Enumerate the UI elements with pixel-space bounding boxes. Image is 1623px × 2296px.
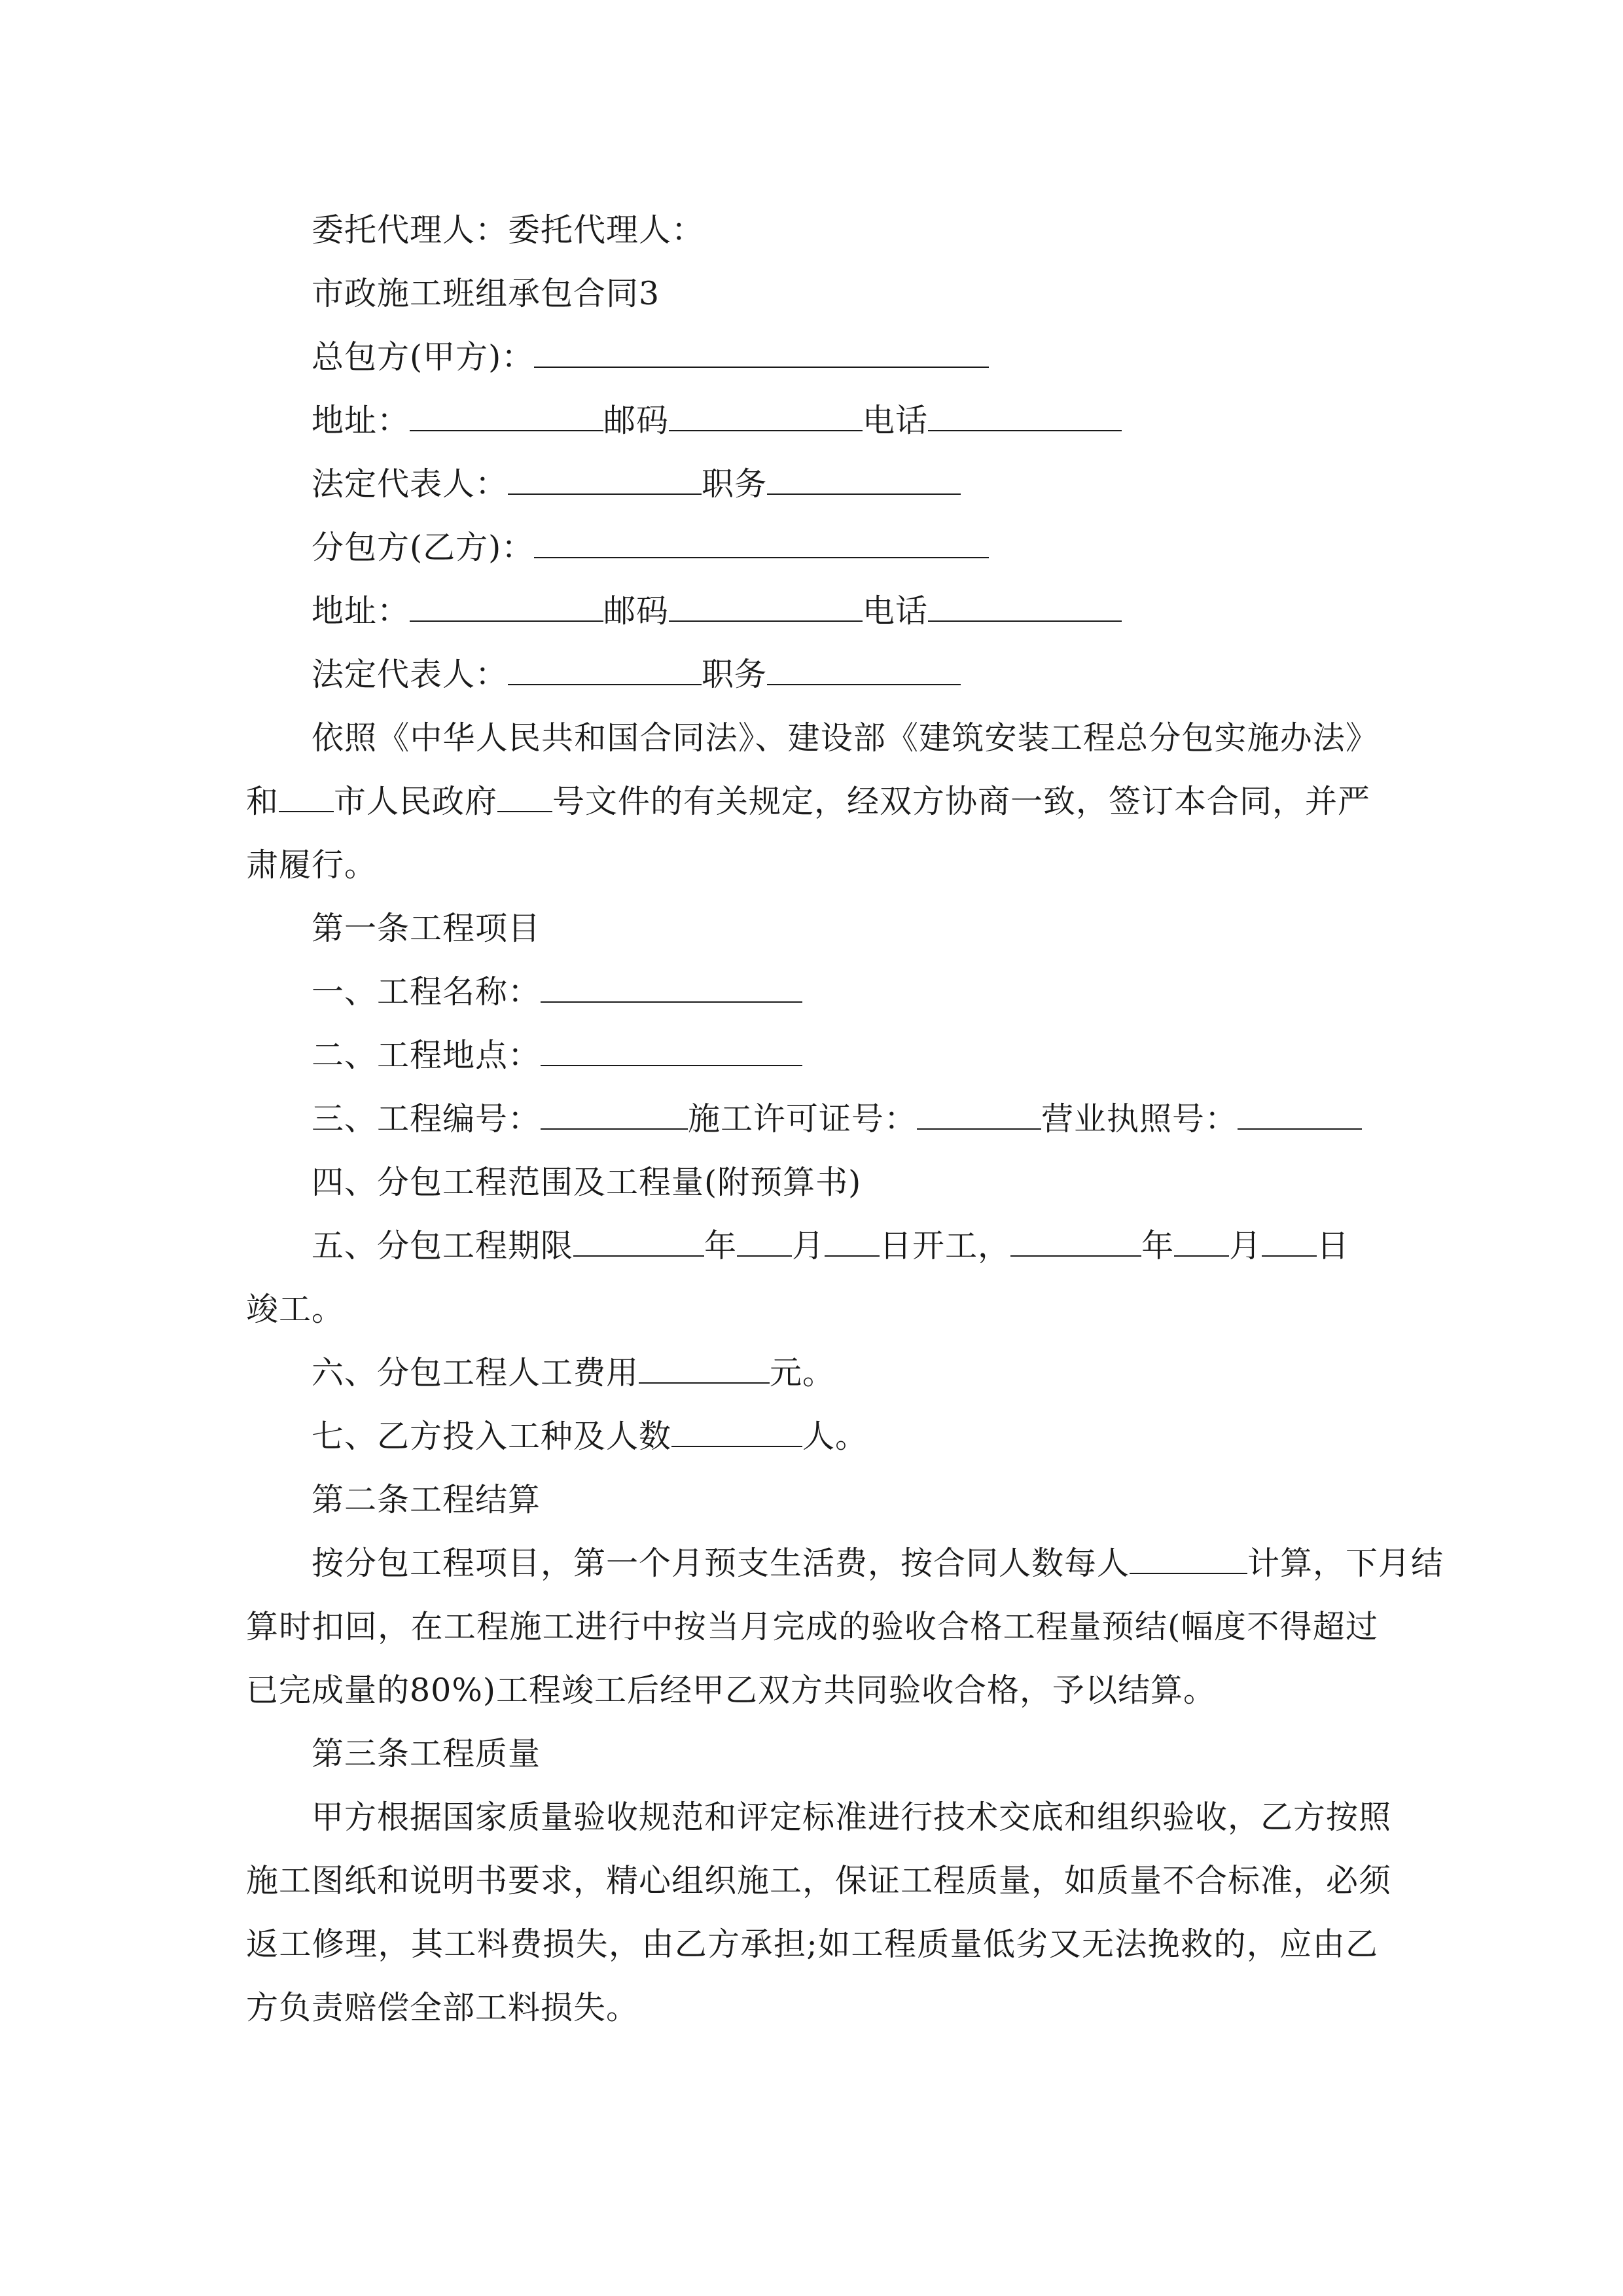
address-line-b	[312, 592, 1378, 631]
item-project-name	[312, 973, 1378, 1012]
label: 一、工程名称：	[312, 973, 541, 1011]
label: 地址：	[312, 592, 410, 630]
label: 分包方(乙方)：	[312, 529, 535, 566]
label: 二、工程地点：	[312, 1037, 541, 1074]
label: 七、乙方投入工种及人数	[312, 1418, 672, 1455]
fill-blank[interactable]	[767, 655, 961, 685]
text: 依照《中华人民共和国合同法》、建设部《建筑安装工程总分包实施办法》	[312, 719, 1378, 757]
paragraph-settlement-line3	[246, 1671, 1378, 1710]
fill-blank[interactable]	[639, 1354, 770, 1384]
paragraph-quality-line2	[246, 1861, 1392, 1901]
label: 月	[1229, 1227, 1262, 1265]
paragraph-quality-line3	[246, 1925, 1378, 1964]
label: 职务	[702, 656, 768, 693]
section-heading-2	[312, 1480, 1378, 1520]
fill-blank[interactable]	[410, 592, 603, 622]
fill-blank[interactable]	[279, 782, 334, 812]
label: 年	[1141, 1227, 1175, 1265]
fill-blank[interactable]	[497, 782, 552, 812]
paragraph-settlement-line2	[246, 1607, 1378, 1647]
fill-blank[interactable]	[671, 1417, 802, 1447]
paragraph-settlement-line1	[312, 1544, 1444, 1583]
label: 日开工，	[880, 1227, 1011, 1265]
text: 肃履行。	[246, 846, 378, 884]
fill-blank[interactable]	[669, 401, 863, 431]
section-heading-1	[312, 909, 1378, 948]
label: 电话	[863, 402, 929, 439]
address-line-a	[312, 401, 1378, 440]
label: 邮码	[603, 402, 669, 439]
fill-blank[interactable]	[928, 592, 1122, 622]
paragraph-basis-line3	[246, 846, 1378, 885]
item-period-cont	[246, 1290, 1378, 1329]
legal-rep-line-b	[312, 655, 1378, 694]
label: 三、工程编号：	[312, 1100, 541, 1138]
fill-blank[interactable]	[737, 1227, 792, 1257]
fill-blank[interactable]	[1238, 1100, 1362, 1130]
fill-blank[interactable]	[1262, 1227, 1317, 1257]
title-text: 市政施工班组承包合同3	[312, 275, 660, 312]
contract-title	[312, 274, 1378, 314]
item-scope	[312, 1163, 1378, 1202]
fill-blank[interactable]	[508, 655, 702, 685]
text: 返工修理，其工料费损失，由乙方承担;如工程质量低劣又无法挽救的，应由乙	[246, 1926, 1378, 1963]
label: 元。	[770, 1354, 836, 1391]
text: 计算，下月结	[1247, 1545, 1444, 1582]
paragraph-quality-line1	[312, 1798, 1392, 1837]
text: 算时扣回，在工程施工进行中按当月完成的验收合格工程量预结(幅度不得超过	[246, 1608, 1378, 1645]
item-project-location	[312, 1036, 1378, 1075]
fill-blank[interactable]	[573, 1227, 704, 1257]
fill-blank[interactable]	[928, 401, 1122, 431]
text: 市人民政府	[334, 783, 498, 820]
fill-blank[interactable]	[541, 1100, 688, 1130]
label: 电话	[863, 592, 929, 630]
text: 和	[246, 783, 279, 820]
label: 五、分包工程期限	[312, 1227, 574, 1265]
fill-blank[interactable]	[508, 465, 702, 495]
paragraph-basis-line1	[312, 719, 1378, 758]
label: 职务	[702, 465, 768, 503]
heading: 第三条工程质量	[312, 1735, 541, 1772]
text: 施工图纸和说明书要求，精心组织施工，保证工程质量，如质量不合标准，必须	[246, 1862, 1392, 1899]
heading: 第二条工程结算	[312, 1481, 541, 1518]
fill-blank[interactable]	[541, 973, 802, 1003]
text: 号文件的有关规定，经双方协商一致，签订本合同，并严	[552, 783, 1371, 820]
label: 六、分包工程人工费用	[312, 1354, 639, 1391]
paragraph-basis-line2	[246, 782, 1378, 821]
label: 四、分包工程范围及工程量(附预算书)	[312, 1164, 862, 1201]
subcontractor-line	[312, 528, 1378, 567]
agent-label: 委托代理人：委托代理人：	[312, 211, 705, 249]
item-workers	[312, 1417, 1378, 1456]
label: 总包方(甲方)：	[312, 338, 535, 376]
fill-blank[interactable]	[669, 592, 863, 622]
general-contractor-line	[312, 338, 1378, 377]
label: 施工许可证号：	[688, 1100, 918, 1138]
paragraph-quality-line4	[246, 1988, 1378, 2028]
fill-blank[interactable]	[825, 1227, 880, 1257]
label: 地址：	[312, 402, 410, 439]
label: 法定代表人：	[312, 656, 508, 693]
label: 营业执照号：	[1041, 1100, 1238, 1138]
text: 按分包工程项目，第一个月预支生活费，按合同人数每人	[312, 1545, 1130, 1582]
label: 日	[1317, 1227, 1350, 1265]
fill-blank[interactable]	[767, 465, 961, 495]
signature-line	[312, 211, 1378, 250]
text: 已完成量的80%)工程竣工后经甲乙双方共同验收合格，予以结算。	[246, 1672, 1217, 1709]
fill-blank[interactable]	[1174, 1227, 1229, 1257]
fill-blank[interactable]	[1010, 1227, 1141, 1257]
label: 年	[704, 1227, 738, 1265]
label: 邮码	[603, 592, 669, 630]
heading: 第一条工程项目	[312, 910, 541, 947]
fill-blank[interactable]	[1130, 1544, 1247, 1574]
section-heading-3	[312, 1734, 1378, 1774]
label: 人。	[802, 1418, 868, 1455]
fill-blank[interactable]	[534, 338, 989, 368]
text: 方负责赔偿全部工料损失。	[246, 1989, 639, 2026]
item-project-number	[312, 1100, 1378, 1139]
label: 竣工。	[246, 1291, 345, 1328]
label: 法定代表人：	[312, 465, 508, 503]
item-labor-cost	[312, 1354, 1378, 1393]
item-period	[312, 1227, 1378, 1266]
fill-blank[interactable]	[410, 401, 603, 431]
fill-blank[interactable]	[541, 1036, 802, 1066]
fill-blank[interactable]	[917, 1100, 1041, 1130]
label: 月	[792, 1227, 825, 1265]
fill-blank[interactable]	[534, 528, 989, 558]
text: 甲方根据国家质量验收规范和评定标准进行技术交底和组织验收，乙方按照	[312, 1799, 1392, 1836]
legal-rep-line-a	[312, 465, 1378, 504]
